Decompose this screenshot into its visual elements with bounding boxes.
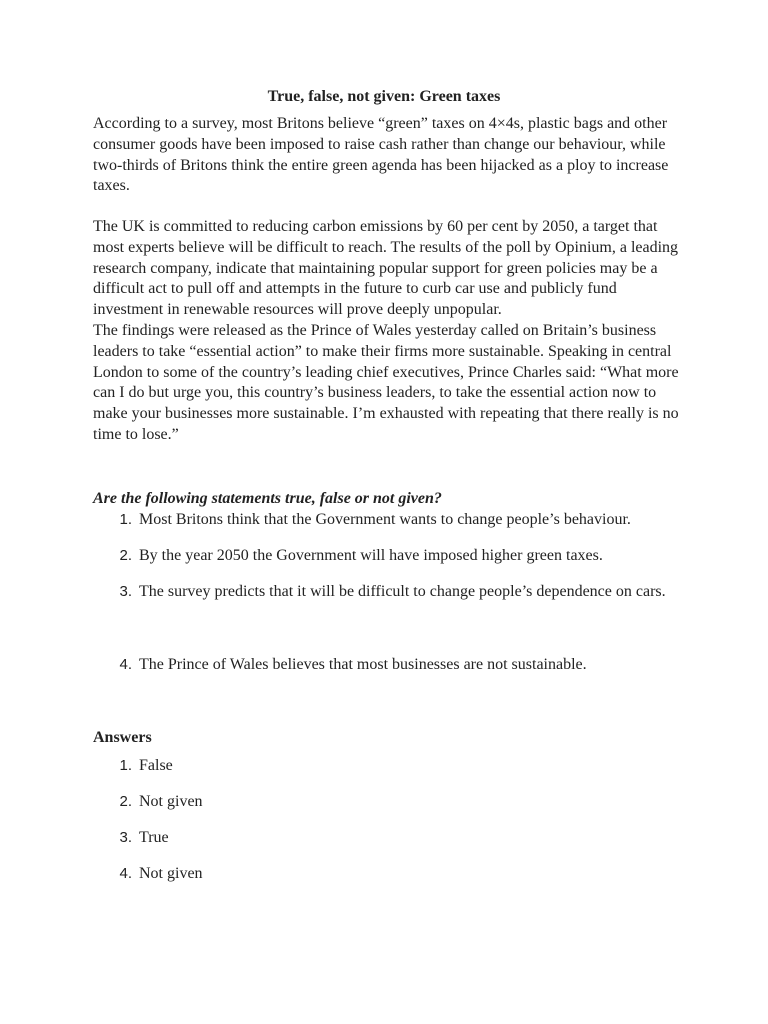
question-text: The Prince of Wales believes that most businesses are not sustainable. [139,656,587,673]
question-text: Most Britons think that the Government wants to change people’s behaviour. [139,511,631,528]
question-number: 4. [119,656,132,673]
paragraph-body [93,217,683,446]
answers-heading: Answers [93,729,152,746]
questions-heading: Are the following statements true, false or not given? [93,490,442,507]
document-title: True, false, not given: Green taxes [267,88,501,105]
paragraph-emissions: The UK is committed to reducing carbon emissions by 60 per cent by 2050, a target that most experts believe will be difficult to reach. The results of the poll by Opinium, a leading research company, indicate that maintaining popular support for green policies may be a difficult act to pull off and attempts in the future to curb car use and publicly fund investment in renewable resources will prove deeply unpopular. [93,218,679,319]
question-text: The survey predicts that it will be difficult to change people’s dependence on cars. [139,583,666,600]
answer-number: 3. [119,829,132,846]
answer-text: True [139,829,169,846]
paragraph-prince: The findings were released as the Prince of Wales yesterday called on Britain’s business leaders to take “essential action” to make their firms more sustainable. Speaking in central London to some of the country’s leading chief executives, Prince Charles said: “What more can I do but urge you, this country’s business leaders, to take the essential action now to make your businesses more sustainable. I’m exhausted with repeating that there really is no time to lose.” [93,321,679,443]
answer-text: Not given [139,865,203,882]
paragraph-intro: According to a survey, most Britons believe “green” taxes on 4×4s, plastic bags and other consumer goods have been imposed to raise cash rather than change our behaviour, while two-thirds of Britons think the entire green agenda has been hijacked as a ploy to increase taxes. [93,115,669,195]
answer-text: False [139,757,173,774]
answer-number: 1. [119,757,132,774]
answer-number: 4. [119,865,132,882]
question-number: 3. [119,583,132,600]
answer-text: Not given [139,793,203,810]
question-text: By the year 2050 the Government will have imposed higher green taxes. [139,547,603,564]
answer-number: 2. [119,793,132,810]
question-number: 1. [119,511,132,528]
question-number: 2. [119,547,132,564]
